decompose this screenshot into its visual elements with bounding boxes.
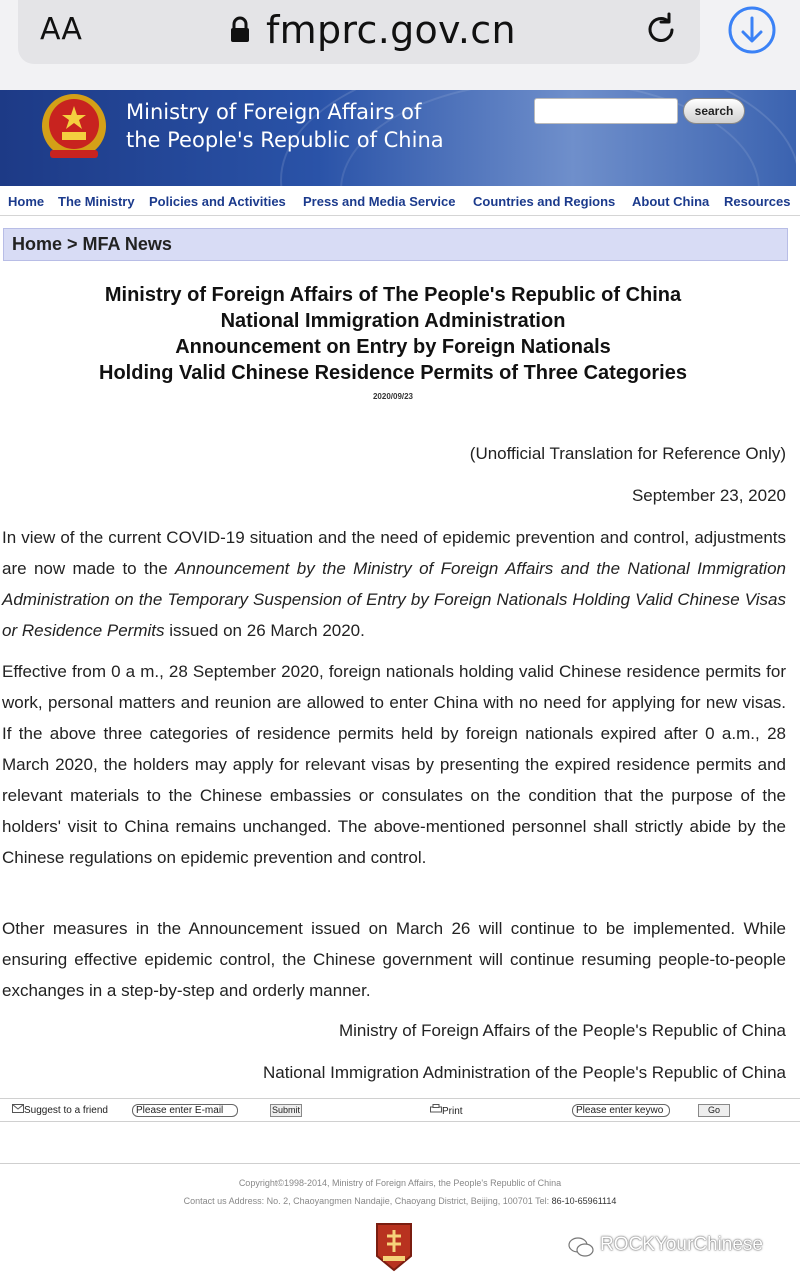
search-button[interactable]: search [683, 98, 745, 124]
suggest-label: Suggest to a friend [24, 1105, 108, 1116]
printer-icon [430, 1104, 442, 1114]
breadcrumb[interactable]: Home > MFA News [3, 228, 788, 261]
email-field[interactable]: Please enter E-mail [132, 1104, 238, 1117]
nav-the-ministry[interactable]: The Ministry [58, 194, 135, 209]
nav-press-media[interactable]: Press and Media Service [303, 194, 456, 209]
title-line: Ministry of Foreign Affairs of The People's Republic of China [104, 284, 682, 306]
contact-phone: 86-10-65961114 [551, 1196, 617, 1206]
signature-mfa: Ministry of Foreign Affairs of the People's Republic of China [338, 1021, 786, 1040]
site-badge-icon[interactable] [373, 1222, 415, 1272]
go-button[interactable]: Go [698, 1104, 730, 1117]
nav-resources[interactable]: Resources [724, 194, 791, 209]
translation-note: (Unofficial Translation for Reference Only) [469, 444, 786, 463]
signature-nia: National Immigration Administration of the People's Republic of China [263, 1063, 786, 1082]
footer-divider [0, 1163, 800, 1164]
copyright: Copyright©1998-2014, Ministry of Foreign Affairs, the People's Republic of China [238, 1178, 562, 1188]
article-title [0, 282, 786, 386]
article-tools [0, 1098, 800, 1122]
ministry-title-line1: Ministry of Foreign Affairs of [126, 100, 422, 124]
text-size-button[interactable]: AA [40, 12, 82, 47]
announcement-date: September 23, 2020 [631, 486, 786, 505]
nav-policies-activities[interactable]: Policies and Activities [149, 194, 286, 209]
site-banner [0, 90, 796, 186]
announcement-reference: Announcement by the Ministry of Foreign Affairs and the National Immigration Administration on the Temporary Suspension of Entry by Foreign Nationals Holding Valid Chinese Visas or Residence Permits [2, 559, 786, 640]
suggest-to-friend[interactable] [12, 1104, 108, 1116]
title-line: Announcement on Entry by Foreign Nationals [175, 336, 611, 358]
keyword-field[interactable]: Please enter keywo [572, 1104, 670, 1117]
contact-address: Contact us Address: No. 2, Chaoyangmen Nandajie, Chaoyang District, Beijing, 100701 Tel: [183, 1196, 552, 1206]
nav-about-china[interactable]: About China [632, 194, 710, 209]
reload-icon[interactable] [640, 8, 682, 50]
main-nav [0, 186, 800, 216]
browser-toolbar [0, 0, 800, 90]
title-line: National Immigration Administration [220, 310, 566, 332]
title-line: Holding Valid Chinese Residence Permits of Three Categories [99, 362, 687, 384]
paragraph-1 [2, 522, 786, 646]
print-label: Print [442, 1106, 463, 1117]
lock-icon [228, 16, 252, 44]
paragraph-1-start: In view of the current COVID-19 situation and the need of epidemic prevention and control, adjustments are now made to the [2, 528, 786, 578]
wechat-icon [568, 1236, 594, 1258]
nav-countries-regions[interactable]: Countries and Regions [473, 194, 616, 209]
url-text[interactable]: fmprc.gov.cn [266, 8, 516, 52]
post-date: 2020/09/23 [372, 392, 414, 401]
contact-info [0, 1196, 800, 1206]
national-emblem-icon[interactable] [36, 92, 112, 164]
submit-button[interactable]: Submit [271, 1105, 300, 1115]
ministry-title-line2: the People's Republic of China [126, 128, 444, 152]
paragraph-3: Other measures in the Announcement issued on March 26 will continue to be implemented. While ensuring effective epidemic control, the Chinese government will continue resuming people-to-people exchanges in a step-by-step and orderly manner. [2, 919, 786, 1000]
ministry-title[interactable] [126, 98, 444, 154]
nav-home[interactable]: Home [8, 194, 45, 209]
download-icon[interactable] [726, 4, 778, 56]
envelope-icon [12, 1104, 24, 1113]
paragraph-1-end: issued on 26 March 2020. [164, 621, 365, 640]
paragraph-2: Effective from 0 a m., 28 September 2020, foreign nationals holding valid Chinese residence permits for work, personal matters and reunion are allowed to enter China with no need for applying for new visas. If the above three categories of residence permits held by foreign nationals expired after 0 a.m., 28 March 2020, the holders may apply for relevant visas by presenting the expired residence permits and relevant materials to the Chinese embassies or consulates on the condition that the purpose of the holders' visit to China remains unchanged. The above-mentioned personnel shall strictly abide by the Chinese regulations on epidemic prevention and control. [2, 662, 786, 867]
search-input[interactable] [534, 98, 678, 124]
watermark: ROCKYourChinese [600, 1234, 763, 1255]
print-link[interactable] [430, 1104, 463, 1117]
